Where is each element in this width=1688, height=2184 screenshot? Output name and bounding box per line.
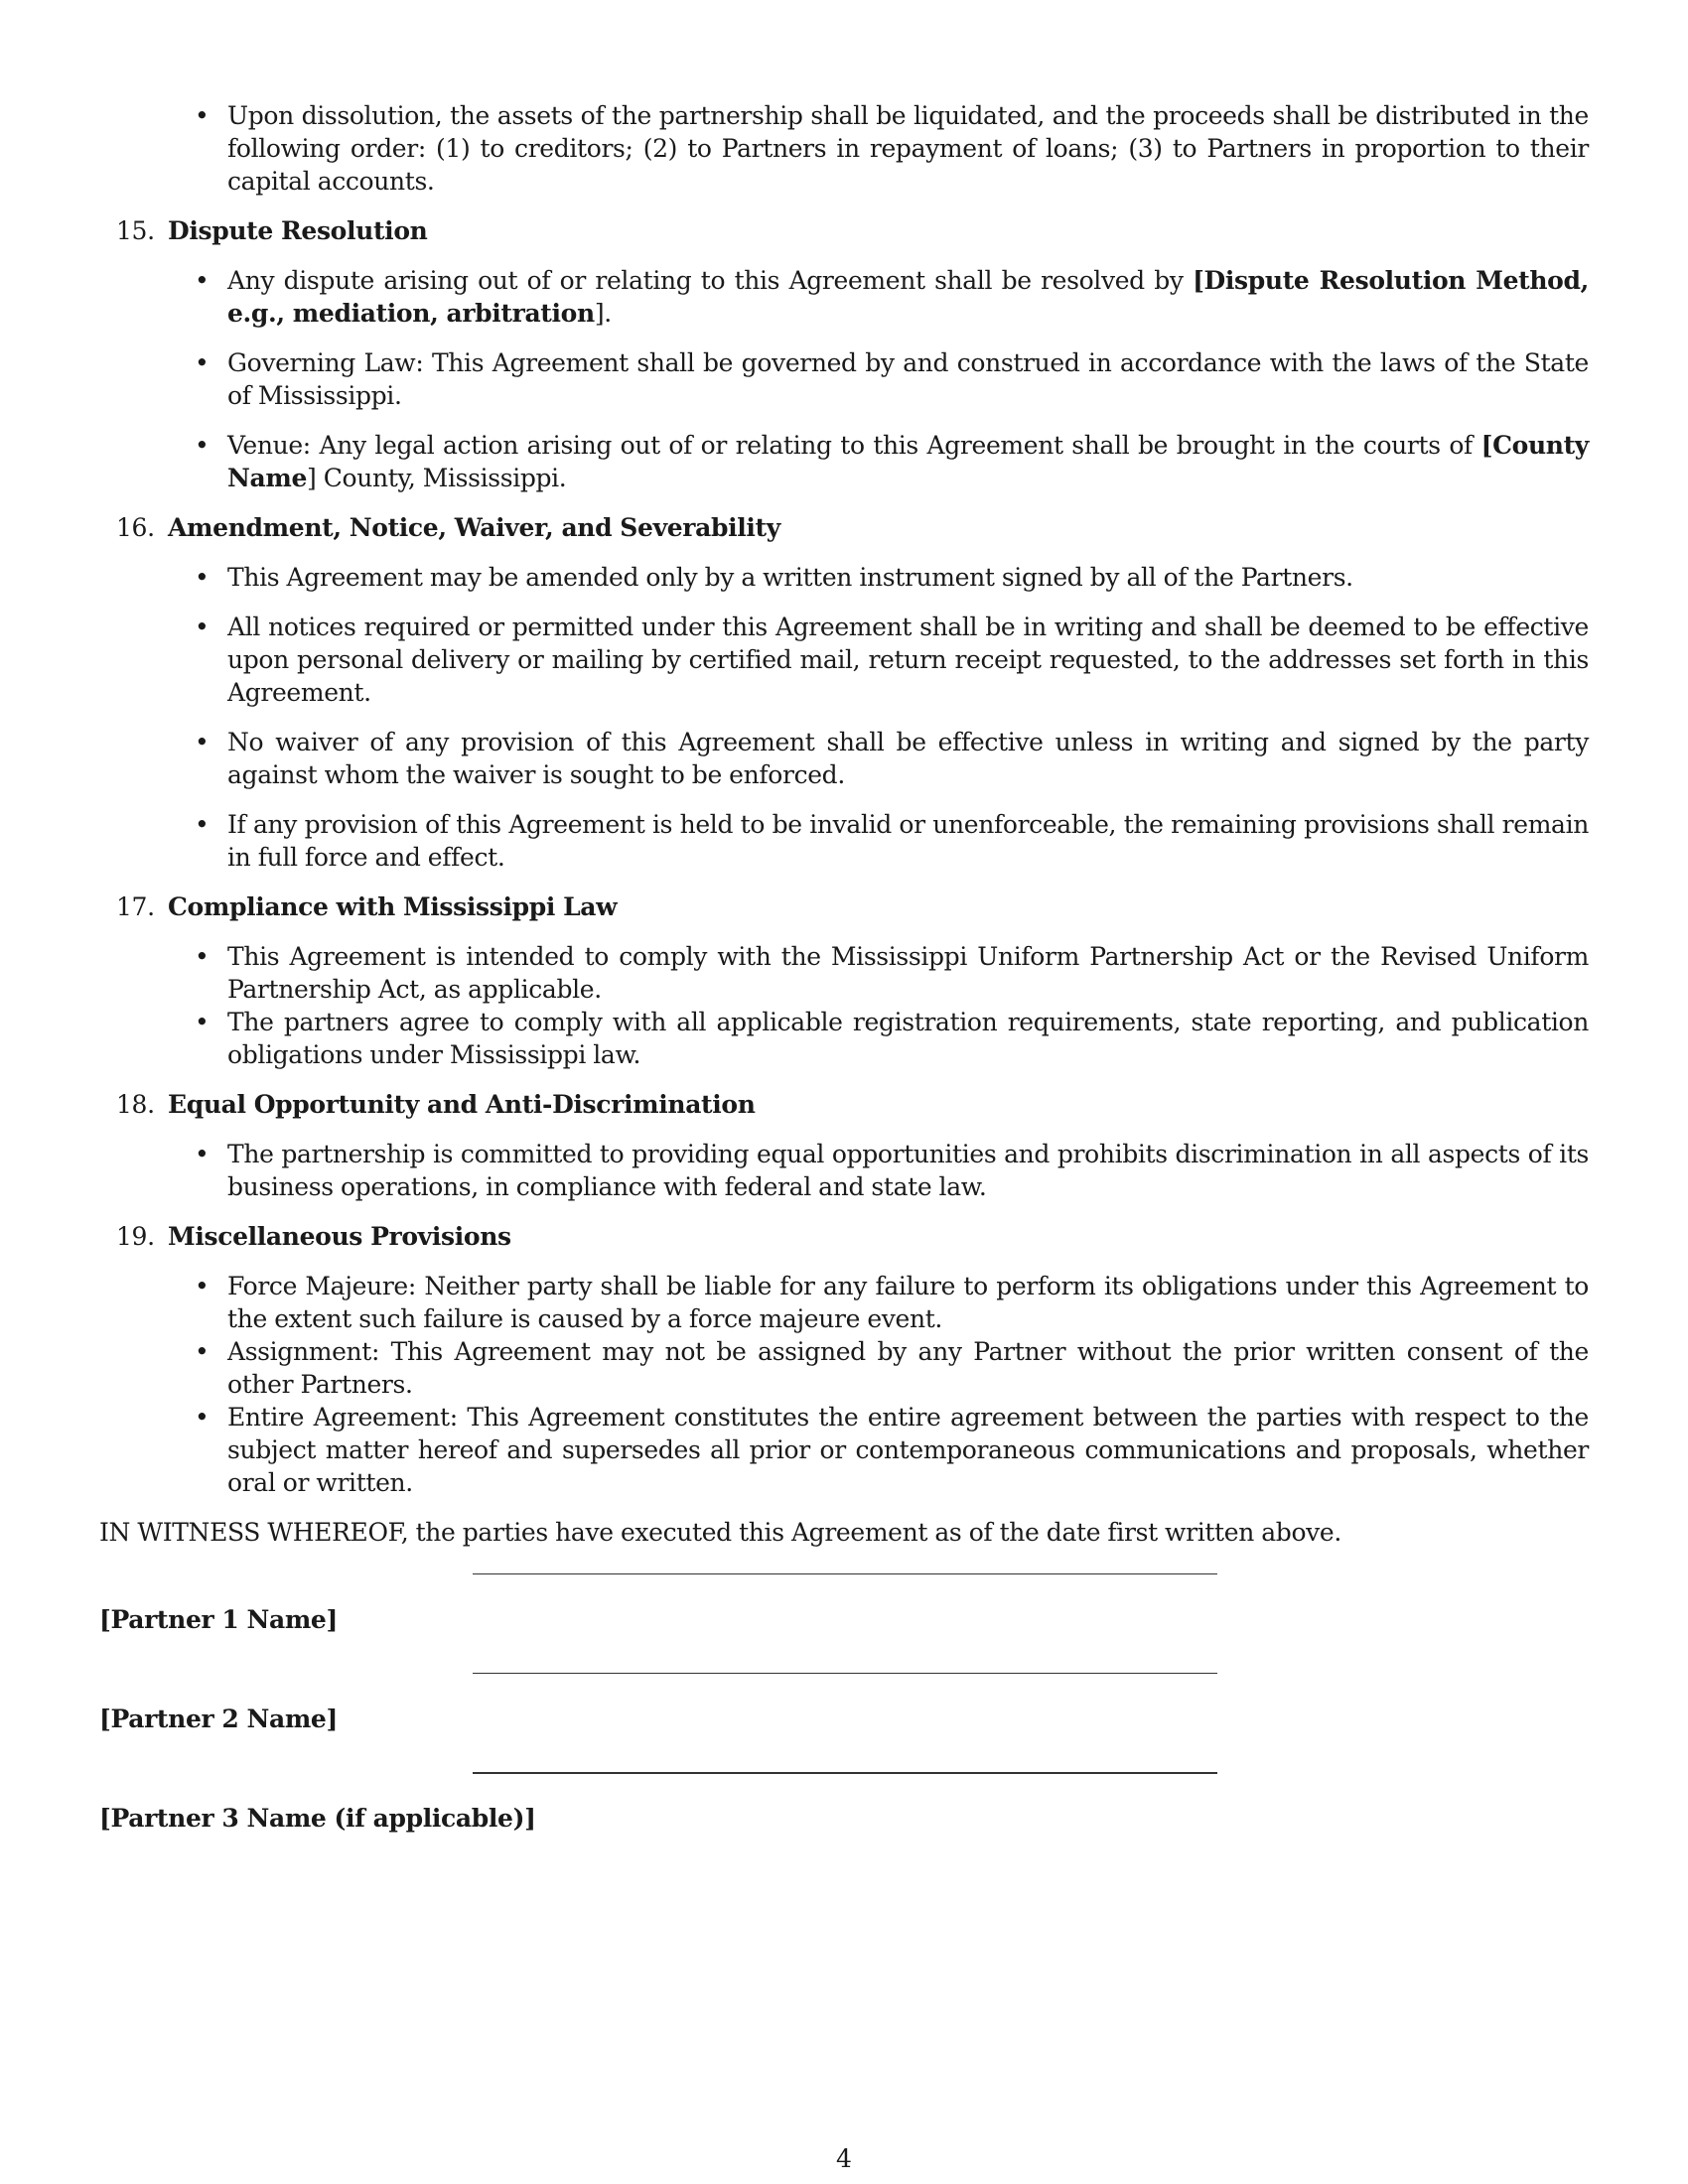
- witness-statement: IN WITNESS WHEREOF, the parties have executed this Agreement as of the date first written above.: [99, 1518, 1341, 1547]
- section-list: [99, 1138, 1589, 1203]
- signature-block: [99, 1747, 1589, 1846]
- section-equal-opportunity: [99, 1088, 1589, 1203]
- bullet-icon: •: [195, 1008, 210, 1036]
- list-item: [99, 1335, 1589, 1401]
- bullet-icon: •: [195, 1272, 210, 1300]
- section-miscellaneous: [99, 1220, 1589, 1499]
- list-item: [99, 264, 1589, 330]
- section-number: 19.: [116, 1222, 155, 1251]
- bullet-icon: •: [195, 1337, 210, 1366]
- section-title: Equal Opportunity and Anti-Discrimination: [168, 1090, 756, 1119]
- section-heading: [99, 1088, 1589, 1121]
- section-list: [99, 264, 1589, 494]
- bullet-text: All notices required or permitted under this Agreement shall be in writing and shall be deemed to be effective upon personal delivery or mailing by certified mail, return receipt requested, to the addresses set forth in this Agreement.: [227, 613, 1589, 707]
- signature-line: [473, 1573, 1217, 1574]
- bullet-text: This Agreement is intended to comply with the Mississippi Uniform Partnership Act or the Revised Uniform Partnership Act, as applicable.: [227, 942, 1589, 1004]
- list-item: [99, 429, 1589, 494]
- bullet-icon: •: [195, 431, 210, 460]
- bullet-icon: •: [195, 563, 210, 592]
- list-item: [99, 1401, 1589, 1499]
- bullet-icon: •: [195, 348, 210, 377]
- signature-block: [99, 1549, 1589, 1648]
- bullet-icon: •: [195, 1140, 210, 1168]
- bullet-icon: •: [195, 728, 210, 756]
- document-page: [99, 99, 1589, 1846]
- dissolution-list: [99, 99, 1589, 198]
- bullet-icon: •: [195, 810, 210, 839]
- bullet-icon: •: [195, 613, 210, 641]
- bullet-text: The partners agree to comply with all applicable registration requirements, state reporting, and publication obligations under Mississippi law.: [227, 1008, 1589, 1069]
- placeholder-text: [County Name: [227, 431, 1589, 492]
- placeholder-text: [Dispute Resolution Method, e.g., mediation, arbitration: [227, 266, 1589, 328]
- section-dispute-resolution: [99, 214, 1589, 494]
- bullet-icon: •: [195, 266, 210, 295]
- bullet-icon: •: [195, 101, 210, 130]
- section-amendment-notice: [99, 511, 1589, 874]
- bullet-text: If any provision of this Agreement is held to be invalid or unenforceable, the remaining provisions shall remain in full force and effect.: [227, 810, 1589, 872]
- section-number: 16.: [116, 513, 155, 542]
- section-list: [99, 1270, 1589, 1499]
- section-title: Miscellaneous Provisions: [168, 1222, 511, 1251]
- section-title: Compliance with Mississippi Law: [168, 892, 618, 921]
- section-list: [99, 561, 1589, 874]
- section-number: 17.: [116, 892, 155, 921]
- list-item: [99, 346, 1589, 412]
- list-item: [99, 99, 1589, 198]
- section-number: 18.: [116, 1090, 155, 1119]
- bullet-text: Assignment: This Agreement may not be assigned by any Partner without the prior written consent of the other Partners.: [227, 1337, 1589, 1399]
- signatory-name: [Partner 2 Name]: [99, 1705, 338, 1733]
- list-item: [99, 808, 1589, 874]
- signature-line: [473, 1772, 1217, 1774]
- signatory-name: [Partner 3 Name (if applicable)]: [99, 1804, 536, 1833]
- bullet-text: No waiver of any provision of this Agreement shall be effective unless in writing and signed by the party against whom the waiver is sought to be enforced.: [227, 728, 1589, 789]
- signature-block: [99, 1648, 1589, 1747]
- bullet-text: Force Majeure: Neither party shall be liable for any failure to perform its obligations under this Agreement to the extent such failure is caused by a force majeure event.: [227, 1272, 1589, 1333]
- section-list: [99, 940, 1589, 1071]
- section-heading: [99, 511, 1589, 544]
- list-item: [99, 1138, 1589, 1203]
- bullet-text-tail: ].: [594, 299, 612, 328]
- section-title: Amendment, Notice, Waiver, and Severability: [168, 513, 780, 542]
- bullet-text: Upon dissolution, the assets of the partnership shall be liquidated, and the proceeds shall be distributed in the following order: (1) to creditors; (2) to Partners in repayment of loans; (3) to Partners in proportion to their capital accounts.: [227, 101, 1589, 196]
- list-item: [99, 611, 1589, 709]
- bullet-icon: •: [195, 1403, 210, 1432]
- bullet-text-tail: ] County, Mississippi.: [307, 464, 567, 492]
- section-title: Dispute Resolution: [168, 216, 428, 245]
- bullet-icon: •: [195, 942, 210, 971]
- list-item: [99, 561, 1589, 594]
- section-compliance: [99, 890, 1589, 1071]
- section-heading: [99, 214, 1589, 247]
- list-item: [99, 726, 1589, 791]
- list-item: [99, 940, 1589, 1006]
- bullet-text: Any dispute arising out of or relating to this Agreement shall be resolved by: [227, 266, 1194, 295]
- signature-section: [99, 1549, 1589, 1846]
- section-heading: [99, 1220, 1589, 1253]
- page-number: 4: [836, 2144, 852, 2173]
- bullet-text: Governing Law: This Agreement shall be governed by and construed in accordance with the laws of the State of Mississippi.: [227, 348, 1589, 410]
- signature-line: [473, 1673, 1217, 1674]
- bullet-text: Venue: Any legal action arising out of or relating to this Agreement shall be brought in the courts of: [227, 431, 1481, 460]
- list-item: [99, 1006, 1589, 1071]
- bullet-text: This Agreement may be amended only by a written instrument signed by all of the Partners.: [227, 563, 1353, 592]
- section-heading: [99, 890, 1589, 923]
- signatory-name: [Partner 1 Name]: [99, 1605, 338, 1634]
- list-item: [99, 1270, 1589, 1335]
- bullet-text: The partnership is committed to providing equal opportunities and prohibits discrimination in all aspects of its business operations, in compliance with federal and state law.: [227, 1140, 1589, 1201]
- bullet-text: Entire Agreement: This Agreement constitutes the entire agreement between the parties with respect to the subject matter hereof and supersedes all prior or contemporaneous communications and proposals, whether oral or written.: [227, 1403, 1589, 1497]
- section-number: 15.: [116, 216, 155, 245]
